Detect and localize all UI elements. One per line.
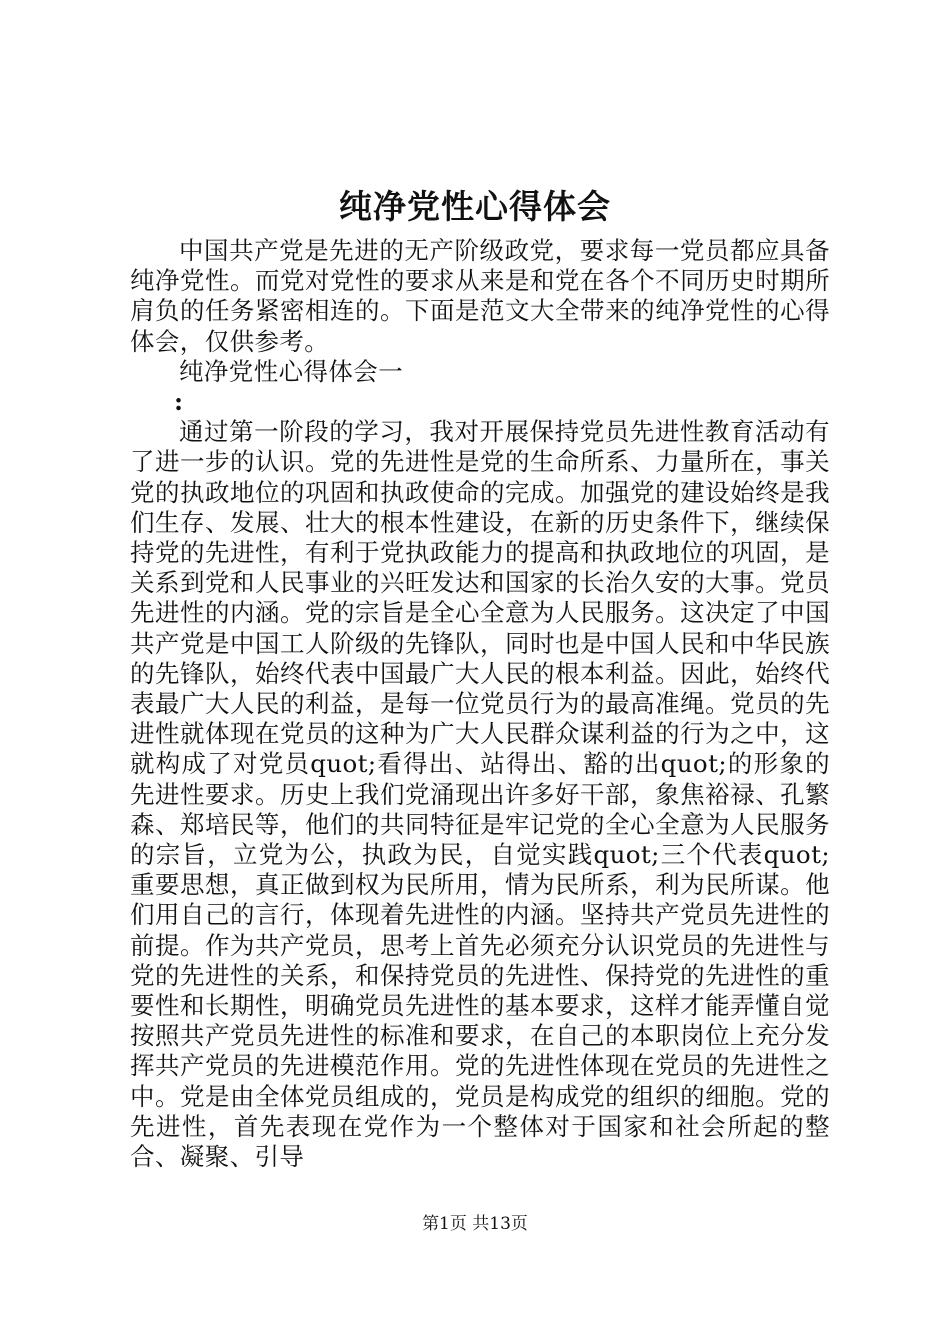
main-paragraph: 通过第一阶段的学习，我对开展保持党员先进性教育活动有了进一步的认识。党的先进性是党的生命所系、力量所在，事关党的执政地位的巩固和执政使命的完成。加强党的建设始终是我们生存、发展、壮大的根本性建设，在新的历史条件下，继续保持党的先进性，有利于党执政能力的提高和执政地位的巩固，是关系到党和人民事业的兴旺发达和国家的长治久安的大事。党员先进性的内涵。党的宗旨是全心全意为人民服务。这决定了中国共产党是中国工人阶级的先锋队，同时也是中国人民和中华民族的先锋队，始终代表中国最广大人民的根本利益。因此，始终代表最广大人民的利益，是每一位党员行为的最高准绳。党员的先进性就体现在党员的这种为广大人民群众谋利益的行为之中，这就构成了对党员quot;看得出、站得出、豁的出quot;的形象的先进性要求。历史上我们党涌现出许多好干部，象焦裕禄、孔繁森、郑培民等，他们的共同特征是牢记党的全心全意为人民服务的宗旨，立党为公，执政为民，自觉实践quot;三个代表quot;重要思想，真正做到权为民所用，情为民所系，利为民所谋。他们用自己的言行，体现着先进性的内涵。坚持共产党员先进性的前提。作为共产党员，思考上首先必须充分认识党员的先进性与党的先进性的关系，和保持党员的先进性、保持党的先进性的重要性和长期性，明确党员先进性的基本要求，这样才能弄懂自觉按照共产党员先进性的标准和要求，在自己的本职岗位上充分发挥共产党员的先进模范作用。党的先进性体现在党员的先进性之中。党是由全体党员组成的，党员是构成党的组织的细胞。党的先进性，首先表现在党作为一个整体对于国家和社会所起的整合、凝聚、引导 <box>130 417 830 1172</box>
intro-paragraph: 中国共产党是先进的无产阶级政党，要求每一党员都应具备纯净党性。而党对党性的要求从来是和党在各个不同历史时期所肩负的任务紧密相连的。下面是范文大全带来的纯净党性的心得体会，仅供参考。 <box>130 236 830 356</box>
document-title: 纯净党性心得体会 <box>339 187 611 226</box>
colon-line: : <box>174 387 184 417</box>
page-footer: 第1页 共13页 <box>422 1214 528 1234</box>
section-heading: 纯净党性心得体会一 <box>179 356 404 386</box>
document-body <box>130 236 830 1172</box>
